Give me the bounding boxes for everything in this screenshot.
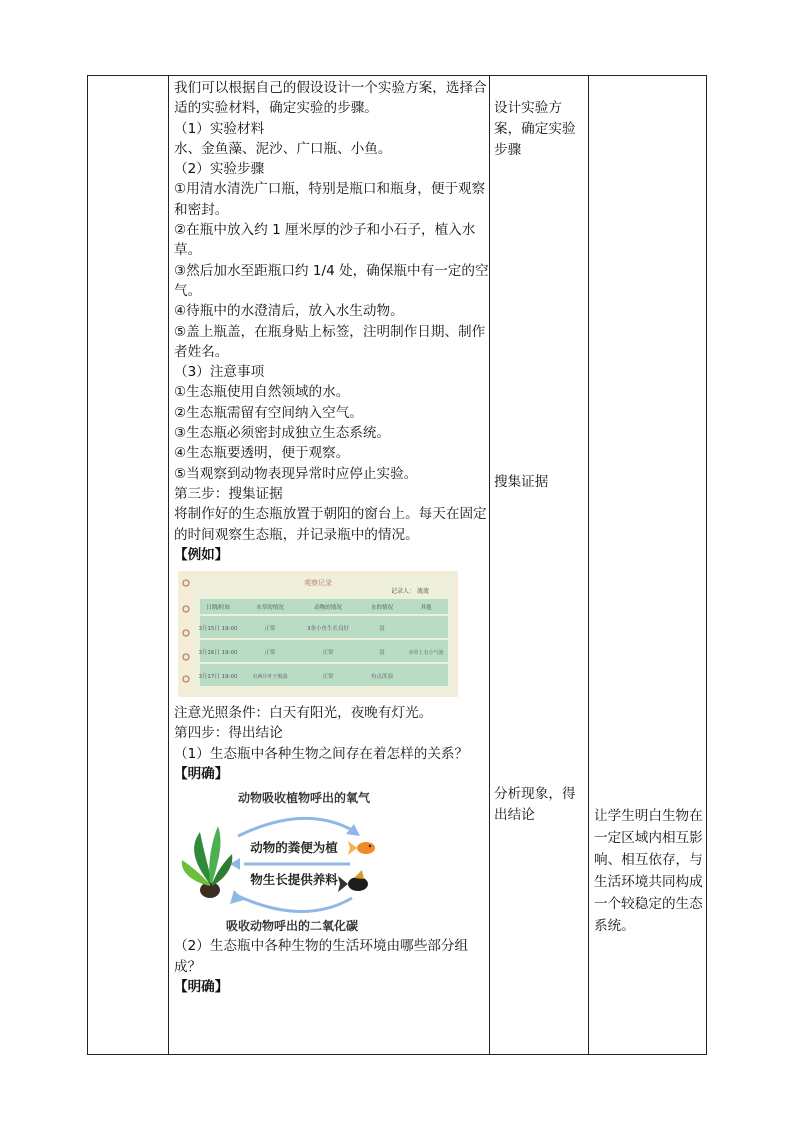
step-item: ③然后加水至距瓶口约 1/4 处，确保瓶中有一定的空气。 bbox=[174, 262, 489, 299]
question-2: （2）生态瓶中各种生物的生活环境由哪些部分组成？ bbox=[174, 938, 469, 975]
goldfish-icon bbox=[348, 841, 375, 855]
materials-heading: （1）实验材料 bbox=[174, 120, 265, 137]
step-item: ⑤盖上瓶盖，在瓶身贴上标签，注明制作日期、制作者姓名。 bbox=[174, 323, 486, 360]
record-cell: 清 bbox=[379, 626, 385, 633]
note-item: ③生态瓶必须密封成独立生态系统。 bbox=[174, 425, 391, 442]
step3-heading: 第三步：搜集证据 bbox=[174, 485, 283, 502]
record-header: 日期/时间 bbox=[206, 605, 230, 612]
record-cell: 清 bbox=[379, 650, 385, 657]
record-cell: 有点浑浊 bbox=[370, 674, 394, 681]
diagram-top-label: 动物吸收植物呼出的氧气 bbox=[237, 791, 371, 806]
record-cell: 正常 bbox=[264, 626, 276, 633]
activity-analyze: 分析现象，得出结论 bbox=[494, 786, 576, 823]
clarify-label-1: 【明确】 bbox=[174, 766, 229, 783]
note-item: ②生态瓶需留有空间纳入空气。 bbox=[174, 404, 363, 421]
note-item: ⑤当观察到动物表现异常时应停止实验。 bbox=[174, 465, 418, 482]
record-cell: 3月17日 19:00 bbox=[198, 674, 238, 681]
example-label: 【例如】 bbox=[174, 546, 229, 563]
design-purpose: 让学生明白生物在一定区域内相互影响、相互依存，与生活环境共同构成一个较稳定的生态系统。 bbox=[594, 808, 703, 934]
aquatic-plant-icon bbox=[182, 826, 233, 898]
lesson-table bbox=[87, 75, 707, 1055]
record-header: 水草的情况 bbox=[256, 605, 284, 612]
step-item: ②在瓶中放入约 1 厘米厚的沙子和小石子，植入水草。 bbox=[174, 222, 476, 259]
observation-record-drawing bbox=[178, 571, 458, 697]
step-item: ④待瓶中的水澄清后，放入水生动物。 bbox=[174, 303, 404, 320]
light-note: 注意光照条件：白天有阳光，夜晚有灯光。 bbox=[174, 705, 433, 722]
record-cell: 正常 bbox=[322, 650, 334, 657]
record-cell: 3条小鱼生长良好 bbox=[307, 626, 349, 633]
steps-heading: （2）实验步骤 bbox=[174, 161, 265, 178]
note-item: ④生态瓶要透明，便于观察。 bbox=[174, 445, 350, 462]
column-divider bbox=[588, 76, 589, 1054]
record-cell: 正常 bbox=[264, 650, 276, 657]
clarify-label-2: 【明确】 bbox=[174, 978, 229, 995]
step-item: ①用清水清洗广口瓶，特别是瓶口和瓶身，便于观察和密封。 bbox=[174, 181, 486, 218]
diagram-middle-label-1: 动物的粪便为植 bbox=[250, 840, 338, 856]
record-header: 动物的情况 bbox=[314, 605, 342, 612]
step4-heading: 第四步：得出结论 bbox=[174, 725, 283, 742]
step3-text: 将制作好的生态瓶放置于朝阳的窗台上。每天在固定的时间观察生态瓶，并记录瓶中的情况。 bbox=[174, 506, 487, 543]
diagram-middle-label-2: 物生长提供养料 bbox=[250, 872, 338, 888]
ecosystem-cycle-diagram bbox=[174, 786, 474, 936]
record-cell: 有两片叶子脱落 bbox=[252, 674, 288, 681]
diagram-bottom-label: 吸收动物呼出的二氧化碳 bbox=[225, 919, 359, 934]
record-cell: 正常 bbox=[322, 674, 334, 681]
record-header: 水的情况 bbox=[370, 605, 394, 612]
note-item: ①生态瓶使用自然领域的水。 bbox=[174, 384, 350, 401]
materials-text: 水、金鱼藻、泥沙、广口瓶、小鱼。 bbox=[174, 140, 392, 157]
record-recorder: 记录人： 流流 bbox=[391, 588, 429, 596]
column-divider bbox=[168, 76, 169, 1054]
intro-text: 我们可以根据自己的假设设计一个实验方案，选择合适的实验材料，确定实验的步骤。 bbox=[174, 80, 487, 117]
record-cell: 3月16日 19:00 bbox=[198, 650, 238, 657]
activity-collect: 搜集证据 bbox=[494, 474, 549, 490]
activity-design: 设计实验方案，确定实验步骤 bbox=[494, 100, 576, 158]
black-fish-icon bbox=[338, 870, 368, 892]
question-1: （1）生态瓶中各种生物之间存在着怎样的关系？ bbox=[174, 745, 469, 762]
observation-record-image bbox=[178, 571, 458, 697]
record-cell: 水草上有小气泡 bbox=[408, 650, 444, 657]
ecosystem-cycle-drawing bbox=[174, 786, 474, 936]
record-title: 观察记录 bbox=[304, 579, 332, 588]
record-cell: 3月15日 19:00 bbox=[198, 626, 238, 633]
teaching-content-column bbox=[174, 78, 490, 997]
notes-heading: （3）注意事项 bbox=[174, 364, 265, 381]
record-header: 其他 bbox=[420, 605, 432, 612]
